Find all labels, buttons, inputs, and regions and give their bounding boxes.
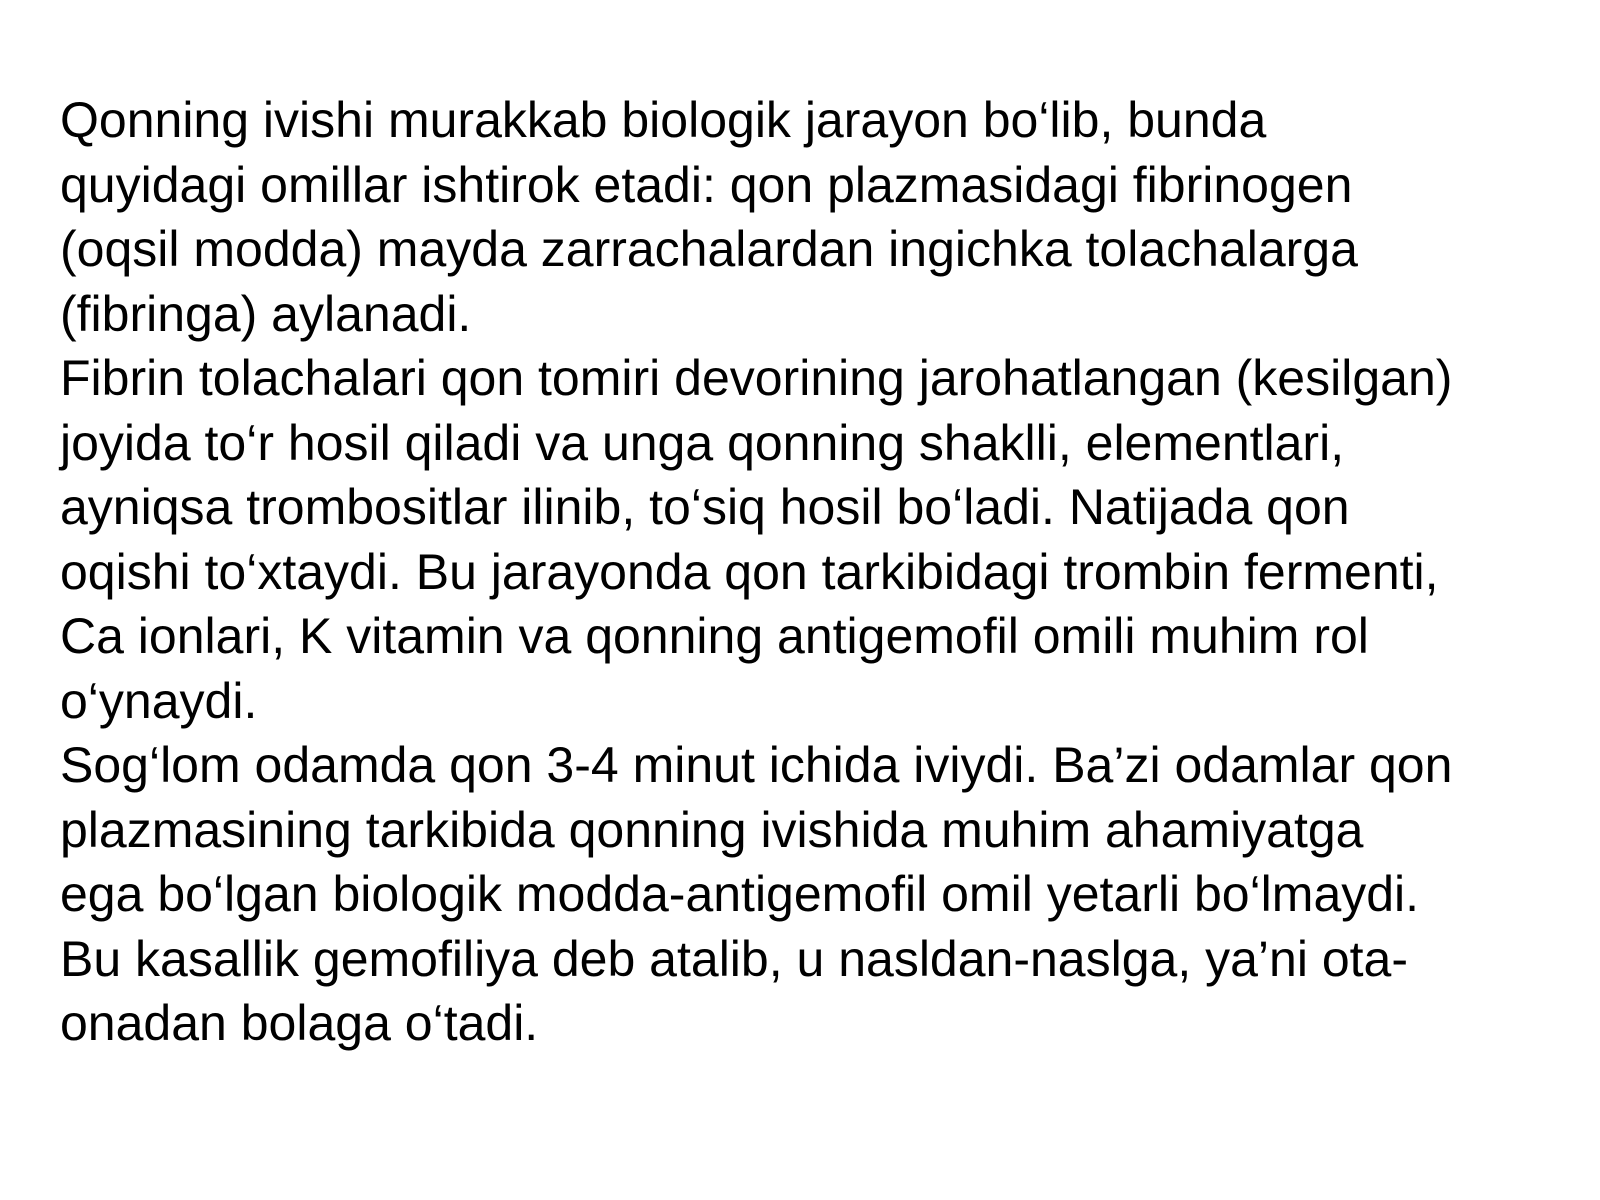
text-line: Sog‘lom odamda qon 3-4 minut ichida iviydi. Ba’zi odamlar qon (60, 737, 1453, 793)
text-line: plazmasining tarkibida qonning ivishida muhim ahamiyatga (60, 801, 1364, 858)
text-line: Ca ionlari, K vitamin va qonning antigemofil omili muhim rol (60, 608, 1369, 664)
text-line: (oqsil modda) mayda zarrachalardan ingichka tolachalarga (60, 221, 1358, 277)
paragraph-3 (60, 733, 1560, 1056)
text-line: ayniqsa trombositlar ilinib, to‘siq hosil bo‘ladi. Natijada qon (60, 479, 1350, 535)
text-line: onadan bolaga o‘tadi. (60, 995, 539, 1051)
paragraph-1 (60, 88, 1560, 346)
text-line: Qonning ivishi murakkab biologik jarayon bo‘lib, bunda (60, 92, 1267, 148)
text-line: Fibrin tolachalari qon tomiri devorining jarohatlangan (kesilgan) (60, 350, 1453, 406)
text-line: quyidagi omillar ishtirok etadi: qon plazmasidagi fibrinogen (60, 156, 1353, 213)
paragraph-2 (60, 346, 1560, 733)
text-line: o‘ynaydi. (60, 672, 258, 729)
text-body (60, 88, 1560, 1056)
text-line: ega bo‘lgan biologik modda-antigemofil omil yetarli bo‘lmaydi. (60, 866, 1420, 922)
text-line: oqishi to‘xtaydi. Bu jarayonda qon tarkibidagi trombin fermenti, (60, 543, 1439, 600)
text-line: Bu kasallik gemofiliya deb atalib, u nasldan-naslga, ya’ni ota- (60, 930, 1408, 987)
text-line: (fibringa) aylanadi. (60, 285, 472, 342)
text-line: joyida to‘r hosil qiladi va unga qonning shaklli, elementlari, (60, 414, 1345, 471)
